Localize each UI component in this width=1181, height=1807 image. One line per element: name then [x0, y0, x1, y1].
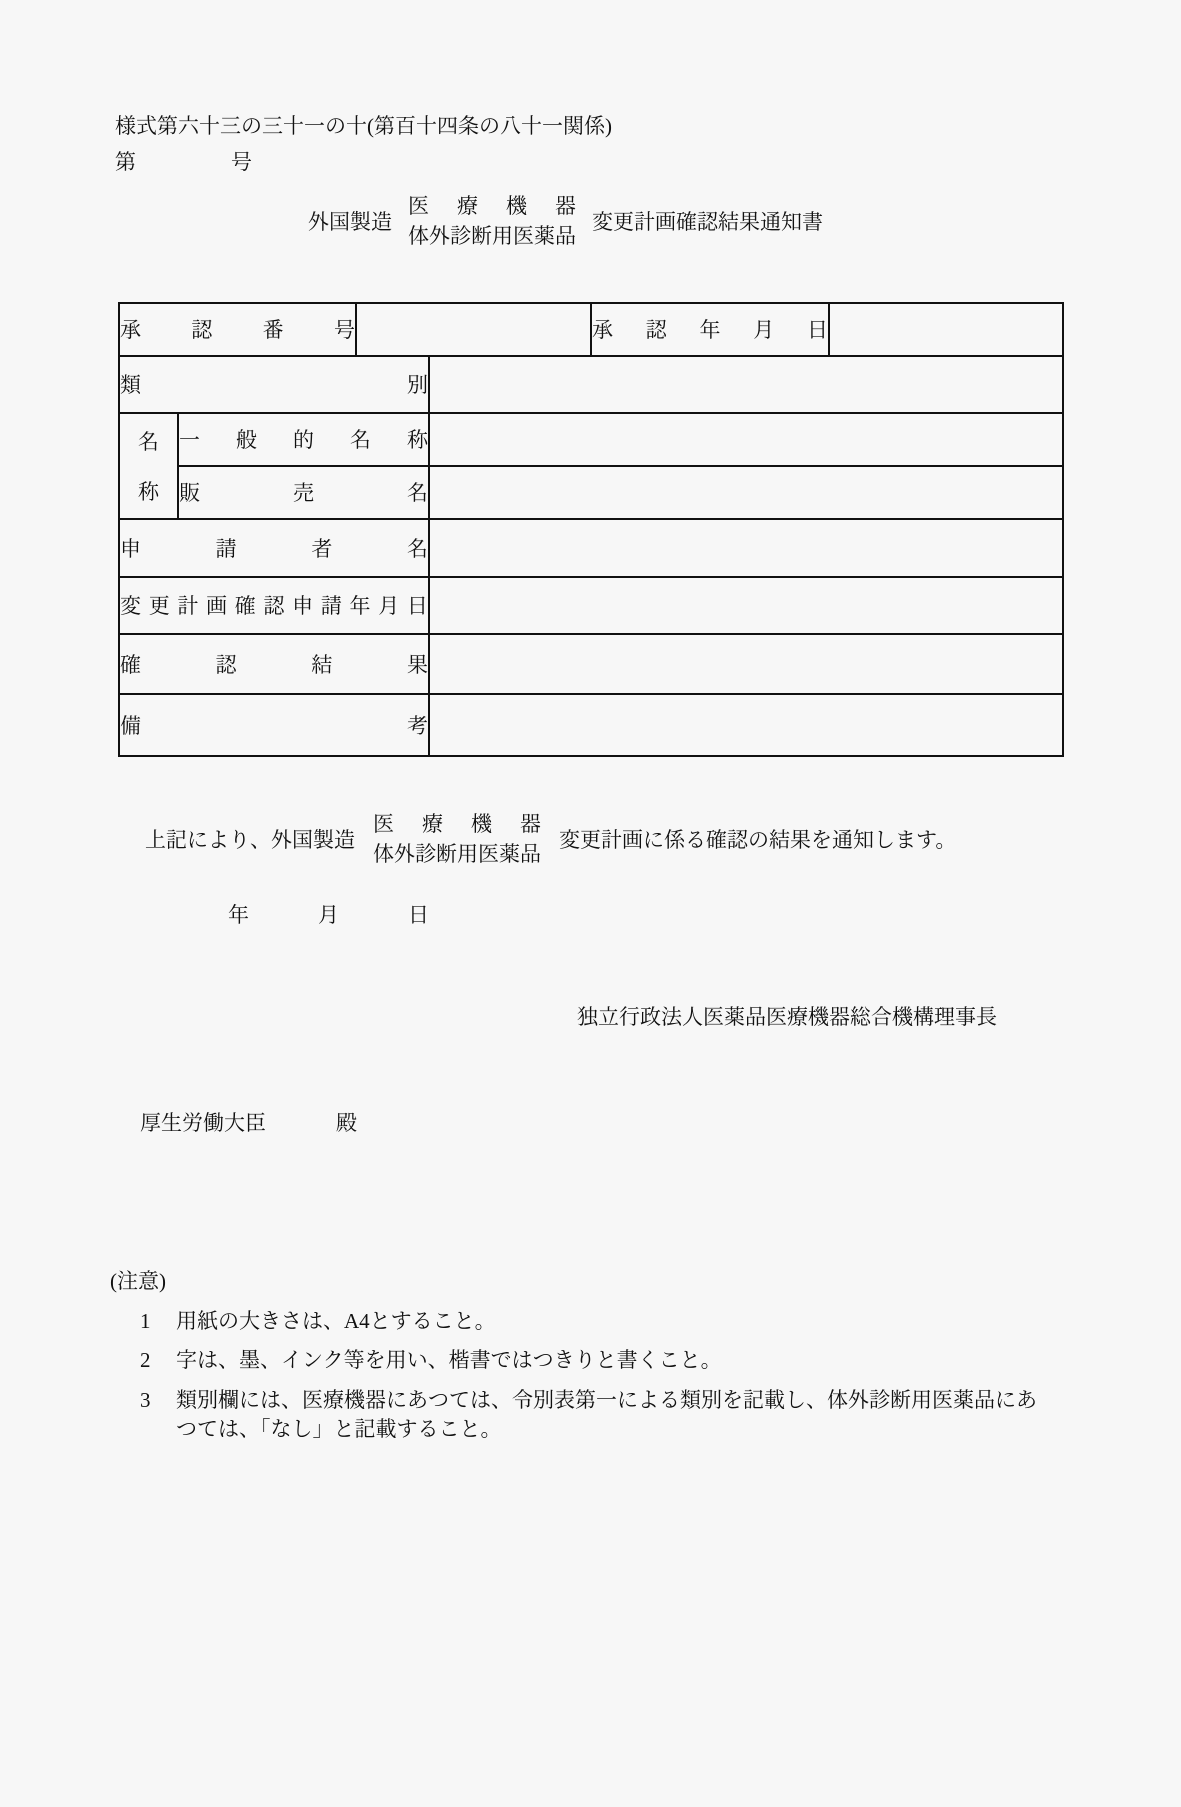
approval-number-label: 承 認 番 号 — [120, 318, 355, 343]
table-row — [119, 519, 1063, 577]
addressee-line — [140, 1107, 1181, 1137]
table-row — [119, 413, 1063, 466]
applicant-value-cell — [429, 519, 1063, 577]
approval-number-value-cell — [356, 303, 591, 356]
plan-application-date-value-cell — [429, 577, 1063, 634]
general-name-value-cell — [429, 413, 1063, 466]
table-row — [119, 634, 1063, 694]
product-type-stack — [408, 191, 576, 252]
approval-date-label-cell — [591, 303, 829, 356]
notes-heading: (注意) — [110, 1269, 166, 1294]
note-item — [140, 1307, 1181, 1336]
plan-application-date-label-cell — [119, 577, 429, 634]
approval-date-value-cell — [829, 303, 1063, 356]
note-number: 2 — [140, 1348, 151, 1373]
notify-prefix: 上記により、外国製造 — [145, 828, 355, 852]
note-number: 3 — [140, 1387, 151, 1412]
notification-sentence — [145, 809, 1181, 870]
category-value-cell — [429, 356, 1063, 413]
general-name-label-cell — [178, 413, 429, 466]
name-group-char-bottom: 称 — [138, 479, 159, 504]
title-suffix: 変更計画確認結果通知書 — [592, 210, 823, 235]
notify-suffix: 変更計画に係る確認の結果を通知します。 — [559, 828, 957, 852]
form-code-line: 様式第六十三の三十一の十(第百十四条の八十一関係) — [115, 114, 612, 138]
addressee-name: 厚生労働大臣 — [140, 1111, 266, 1136]
note-text: 字は、墨、インク等を用い、楷書ではつきりと書くこと。 — [176, 1348, 722, 1373]
confirmation-result-label: 確 認 結 果 — [120, 652, 428, 677]
approval-number-label-cell — [119, 303, 356, 356]
date-year-label: 年 — [228, 903, 249, 928]
confirmation-result-value-cell — [429, 634, 1063, 694]
approval-table — [118, 302, 1064, 757]
table-row — [119, 356, 1063, 413]
approval-date-label: 承 認 年 月 日 — [592, 318, 828, 343]
product-type-bottom: 体外診断用医薬品 — [373, 842, 541, 866]
notes-section — [110, 1267, 1181, 1444]
applicant-label-cell — [119, 519, 429, 577]
signer-line: 独立行政法人医薬品医療機器総合機構理事長 — [577, 1005, 997, 1030]
brand-name-label-cell — [178, 466, 429, 519]
product-type-top: 医 療 機 器 — [373, 811, 541, 836]
note-text: 類別欄には、医療機器にあつては、令別表第一による類別を記載し、体外診断用医薬品にあつては、「なし」と記載すること。 — [176, 1387, 1037, 1441]
date-line — [228, 899, 1181, 929]
title-prefix: 外国製造 — [308, 210, 392, 235]
table-row — [119, 577, 1063, 634]
note-text: 用紙の大きさは、A4とすること。 — [176, 1308, 496, 1333]
category-label: 類 別 — [120, 373, 428, 398]
addressee-honorific: 殿 — [336, 1111, 357, 1136]
document-number-line — [115, 148, 1181, 176]
general-name-label: 一 般 的 名 称 — [179, 428, 428, 453]
remarks-label: 備 考 — [120, 713, 428, 738]
remarks-label-cell — [119, 694, 429, 756]
remarks-value-cell — [429, 694, 1063, 756]
product-type-top: 医 療 機 器 — [408, 193, 576, 218]
document-number-suffix: 号 — [231, 150, 252, 175]
confirmation-result-label-cell — [119, 634, 429, 694]
date-day-label: 日 — [408, 903, 429, 928]
brand-name-value-cell — [429, 466, 1063, 519]
note-number: 1 — [140, 1308, 151, 1333]
plan-application-date-label: 変 更 計 画 確 認 申 請 年 月 日 — [120, 594, 428, 619]
table-row — [119, 694, 1063, 756]
note-item — [140, 1386, 1181, 1445]
table-row — [119, 466, 1063, 519]
category-label-cell — [119, 356, 429, 413]
table-row — [119, 303, 1063, 356]
note-item — [140, 1346, 1181, 1375]
document-title — [0, 191, 1156, 252]
product-type-bottom: 体外診断用医薬品 — [408, 224, 576, 249]
date-month-label: 月 — [318, 903, 339, 928]
document-number-prefix: 第 — [115, 150, 136, 175]
brand-name-label: 販 売 名 — [179, 481, 428, 506]
product-type-stack — [373, 809, 541, 870]
applicant-label: 申 請 者 名 — [120, 536, 428, 561]
name-group-char-top: 名 — [138, 429, 159, 454]
name-group-cell — [119, 413, 178, 519]
